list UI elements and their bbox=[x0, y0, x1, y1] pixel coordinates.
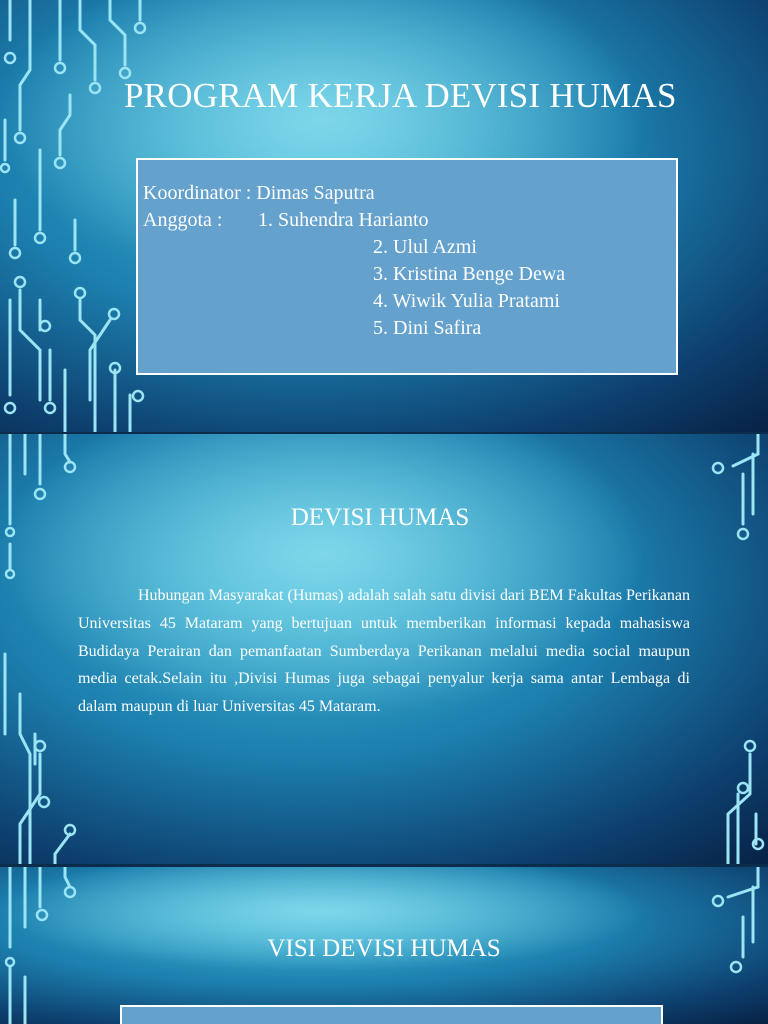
description-paragraph bbox=[78, 582, 690, 721]
section-title: DEVISI HUMAS bbox=[290, 504, 470, 531]
description-text: Hubungan Masyarakat (Humas) adalah salah satu divisi dari BEM Fakultas Perikanan Universitas 45 Mataram yang bertujuan untuk memberikan informasi kepada mahasiswa Budidaya Perairan dan pemanfaatan Sumberdaya Perikanan melalui media social maupun media cetak.Selain itu ,Divisi Humas juga sebagai penyalur kerja sama antar Lembaga di dalam maupun di luar Universitas 45 Mataram. bbox=[78, 587, 690, 716]
circuit-decoration-icon bbox=[698, 434, 768, 864]
member-item: 5. Dini Safira bbox=[373, 317, 482, 339]
slide-title: PROGRAM KERJA DEVISI HUMAS bbox=[124, 76, 677, 115]
member-item: 4. Wiwik Yulia Pratami bbox=[373, 290, 560, 312]
members-label: Anggota : bbox=[143, 209, 223, 231]
member-item: 3. Kristina Benge Dewa bbox=[373, 263, 566, 285]
slide-visi-devisi-humas bbox=[0, 867, 768, 1024]
slide-devisi-humas bbox=[0, 434, 768, 864]
member-list-box bbox=[136, 158, 678, 375]
member-item: 1. Suhendra Harianto bbox=[258, 209, 429, 231]
coordinator-text: Koordinator : Dimas Saputra bbox=[143, 182, 375, 204]
section-title: VISI DEVISI HUMAS bbox=[267, 935, 501, 962]
visi-content-box bbox=[120, 1005, 663, 1024]
member-item: 2. Ulul Azmi bbox=[373, 236, 477, 258]
slide-program-kerja bbox=[0, 0, 768, 432]
circuit-decoration-icon bbox=[0, 434, 90, 864]
